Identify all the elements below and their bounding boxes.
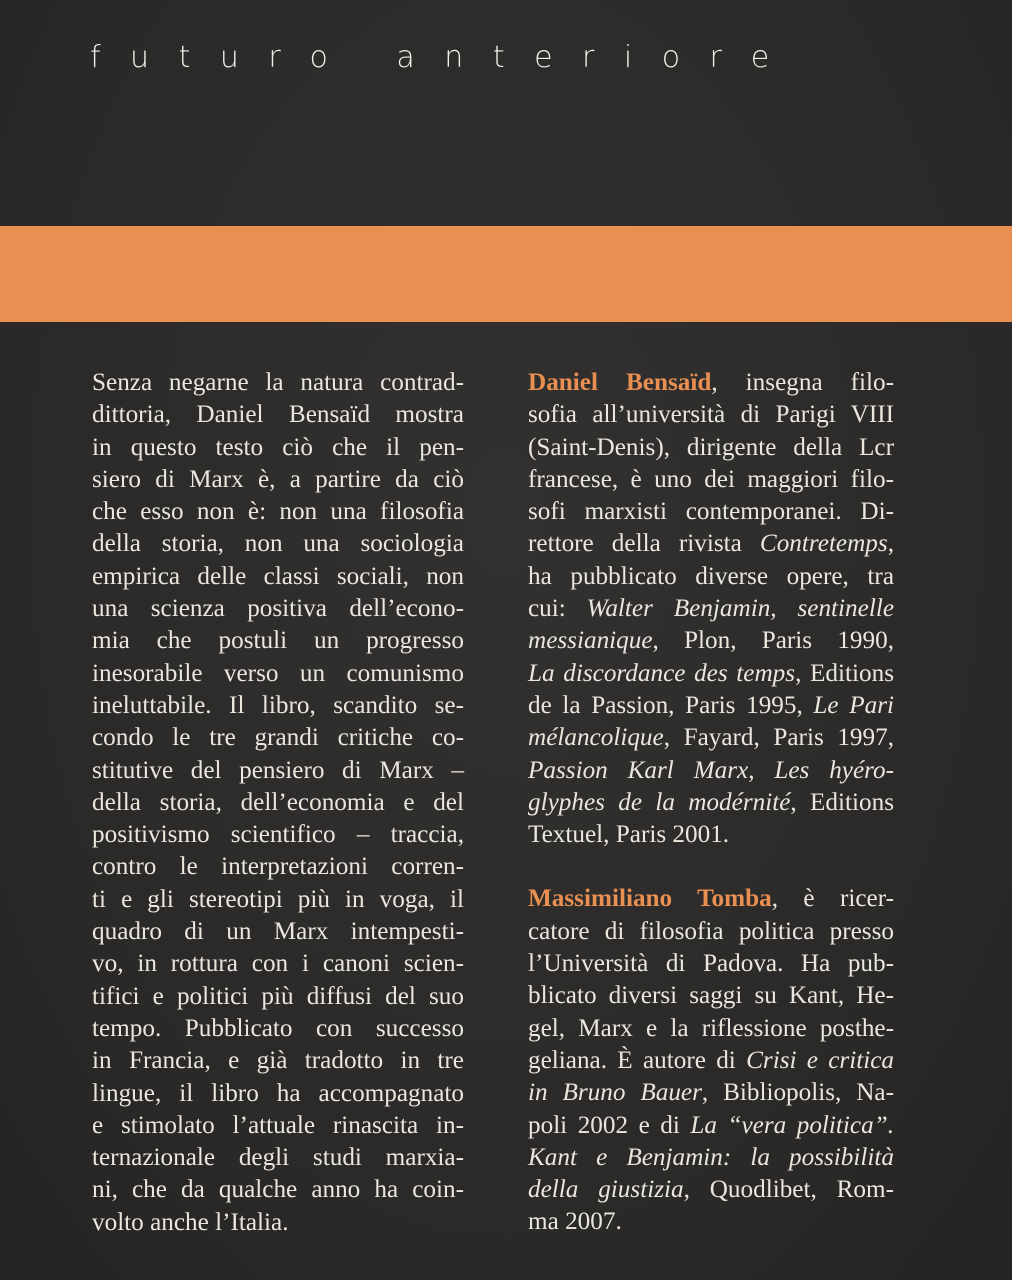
blurb-line: ti e gli stereotipi più in voga, il (92, 885, 464, 913)
bio-line (528, 755, 894, 787)
accent-band (0, 226, 1012, 322)
blurb-line: lingue, il libro ha accompagnato (92, 1079, 464, 1107)
bio-line: poli 2002 e di La “vera politica”. (528, 1111, 894, 1139)
author-name: Massimiliano Tomba (528, 885, 772, 913)
blurb-line: tifici e politici più diffusi del suo (92, 982, 464, 1010)
blurb-line: siero di Marx è, a partire da ciò (92, 465, 464, 493)
bio-line: blicato diversi saggi su Kant, He- (528, 982, 894, 1010)
work-title: Walter Benjamin, sentinelle (586, 595, 894, 623)
work-title: Kant e Benjamin: la possibilità (528, 1143, 894, 1171)
bio-line: La discordance des temps, Editions (528, 659, 894, 687)
blurb-line: tempo. Pubblicato con successo (92, 1014, 464, 1042)
bio-line: rettore della rivista Contretemps, (528, 530, 894, 558)
blurb-line: ternazionale degli studi marxia- (92, 1144, 464, 1172)
bio-line: in Bruno Bauer, Bibliopolis, Na- (528, 1079, 894, 1107)
work-title: La “vera politica”. (690, 1111, 894, 1139)
bio-line: francese, è uno dei maggiori filo- (528, 465, 894, 493)
blurb-line: una scienza positiva dell’econo- (92, 595, 464, 623)
blurb-line: ineluttabile. Il libro, scandito se- (92, 691, 464, 719)
bio-line: Textuel, Paris 2001. (528, 821, 730, 849)
blurb-line: mia che postuli un progresso (92, 627, 464, 655)
blurb-line: quadro di un Marx intempesti- (92, 918, 464, 946)
tomba-bio (528, 883, 894, 1238)
blurb-line: ni, che da qualche anno ha coin- (92, 1176, 464, 1204)
series-title: futuro anteriore (90, 40, 799, 75)
bio-line: geliana. È autore di Crisi e critica (528, 1046, 894, 1074)
bio-line: de la Passion, Paris 1995, Le Pari (528, 691, 894, 719)
blurb-line: della storia, dell’economia e del (92, 788, 464, 816)
bio-line: l’Università di Padova. Ha pub- (528, 950, 894, 978)
bensaid-bio (528, 367, 894, 851)
bio-line: gel, Marx e la riflessione posthe- (528, 1014, 894, 1042)
work-title: messianique (528, 627, 653, 655)
bio-line: cui: Walter Benjamin, sentinelle (528, 595, 894, 623)
bio-line: messianique, Plon, Paris 1990, (528, 627, 894, 655)
author-bios-column (528, 367, 894, 1239)
blurb-line: che esso non è: non una filosofia (92, 498, 464, 526)
bio-line: (Saint-Denis), dirigente della Lcr (528, 433, 894, 461)
bio-line (528, 1142, 894, 1174)
bio-line: mélancolique, Fayard, Paris 1997, (528, 724, 894, 752)
work-title: Le Pari (813, 691, 894, 719)
blurb-line: vo, in rottura con i canoni scien- (92, 950, 464, 978)
work-title: glyphes de la modérnité (528, 788, 791, 816)
blurb-line: in questo testo ciò che il pen- (92, 433, 464, 461)
bio-line: sofi marxisti contemporanei. Di- (528, 498, 894, 526)
work-title: Crisi e critica (746, 1046, 894, 1074)
blurb-line: della storia, non una sociologia (92, 530, 464, 558)
author-name: Daniel Bensaïd (528, 369, 712, 396)
blurb-line: positivismo scientifico – traccia, (92, 821, 464, 849)
blurb-line: inesorabile verso un comunismo (92, 659, 464, 687)
blurb-line: condo le tre grandi critiche co- (92, 724, 464, 752)
work-title: in Bruno Bauer (528, 1079, 702, 1107)
blurb-line: in Francia, e già tradotto in tre (92, 1047, 464, 1075)
work-title: della giustizia (528, 1176, 684, 1204)
work-title: Passion Karl Marx, Les hyéro- (528, 756, 894, 784)
blurb-line: volto anche l’Italia. (92, 1208, 289, 1236)
work-title: La discordance des temps (528, 659, 796, 687)
blurb-column (92, 367, 464, 1239)
bio-line: della giustizia, Quodlibet, Rom- (528, 1176, 894, 1204)
bio-line: sofia all’università di Parigi VIII (528, 401, 894, 429)
blurb-line: contro le interpretazioni corren- (92, 853, 464, 881)
blurb-line: e stimolato l’attuale rinascita in- (92, 1111, 464, 1139)
work-title: mélancolique (528, 724, 664, 752)
bio-line: Daniel Bensaïd, insegna filo- (528, 369, 894, 396)
bio-line: catore di filosofia politica presso (528, 917, 894, 945)
blurb-line: stitutive del pensiero di Marx – (92, 756, 464, 784)
paragraph-gap (528, 851, 894, 883)
work-title: Contretemps (759, 530, 888, 558)
bio-line: glyphes de la modérnité, Editions (528, 788, 894, 816)
blurb-line: empirica delle classi sociali, non (92, 562, 464, 590)
blurb-line: dittoria, Daniel Bensaïd mostra (92, 401, 464, 429)
bio-line: ma 2007. (528, 1208, 622, 1236)
blurb-line: Senza negarne la natura contrad- (92, 369, 464, 396)
bio-line: ha pubblicato diverse opere, tra (528, 562, 894, 590)
bio-line: Massimiliano Tomba, è ricer- (528, 885, 894, 913)
